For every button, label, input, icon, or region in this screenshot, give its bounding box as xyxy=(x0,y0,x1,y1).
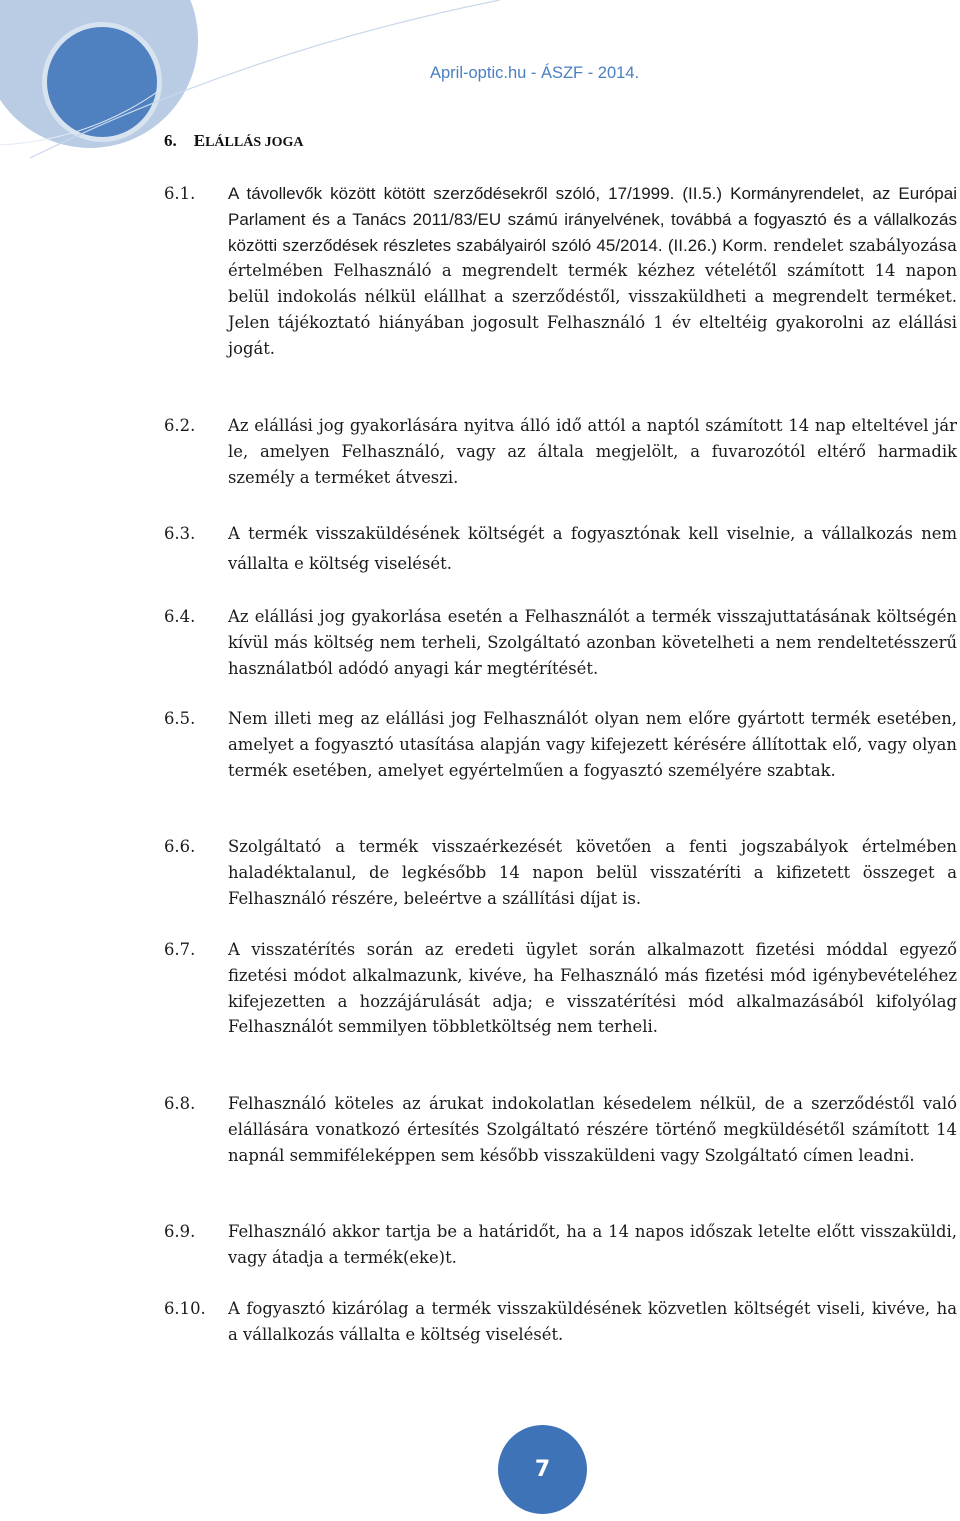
paragraph-number: 6.2. xyxy=(164,416,196,435)
paragraph-number: 6.4. xyxy=(164,607,196,626)
paragraph-number: 6.6. xyxy=(164,837,196,856)
paragraph-6-4 xyxy=(164,604,957,681)
heading-rest: LÁLLÁS JOGA xyxy=(205,135,304,150)
paragraph-6-3 xyxy=(164,519,957,579)
paragraph-text: Nem illeti meg az elállási jog Felhasználót olyan nem előre gyártott termék esetében, amelyet a fogyasztó utasítása alapján vagy kifejezett kérésére állítottak elő, vagy olyan termék esetében, amelyet egyértelműen a fogyasztó személyére szabtak. xyxy=(228,709,957,780)
paragraph-text: Az elállási jog gyakorlására nyitva álló idő attól a naptól számított 14 nap elteltével jár le, amelyen Felhasználó, vagy az általa megjelölt, a fuvarozótól eltérő harmadik személy a terméket átveszi. xyxy=(228,416,957,487)
heading-number: 6. xyxy=(164,131,177,150)
paragraph-6-8 xyxy=(164,1091,957,1168)
paragraph-text: A fogyasztó kizárólag a termék visszaküldésének közvetlen költségét viseli, kivéve, ha a vállalkozás vállalta e költség viselését. xyxy=(228,1299,957,1344)
paragraph-6-6 xyxy=(164,834,957,911)
paragraph-number: 6.3. xyxy=(164,524,196,543)
header-title: April-optic.hu - ÁSZF - 2014. xyxy=(430,64,640,82)
paragraph-number: 6.10. xyxy=(164,1299,206,1318)
page-number-badge: 7 xyxy=(498,1425,587,1514)
paragraph-text-sans: A távollevők között kötött szerződésekről szóló, 17/1999. (II.5.) Kormányrendelet, az Európai Parlament és a Tanács 2011/83/EU számú irányelvének, továbbá a fogyasztó és a vállalkozás közötti szerződések részletes szabályairól szóló 45/2014. (II.26.) Korm. xyxy=(228,184,957,255)
section-heading xyxy=(164,131,304,151)
paragraph-text: A visszatérítés során az eredeti ügylet során alkalmazott fizetési móddal egyező fizetési módot alkalmazunk, kivéve, ha Felhasználó más fizetési mód igénybevételéhez kifejezetten a hozzájárulását adja; e visszatérítési mód alkalmazásából kifolyólag Felhasználót semmilyen többletköltség nem terheli. xyxy=(228,940,957,1037)
paragraph-6-1 xyxy=(164,181,957,362)
paragraph-text: Felhasználó köteles az árukat indokolatlan késedelem nélkül, de a szerződéstől való elállására vonatkozó értesítés Szolgáltató részére történő megküldésétől számított 14 napnál semmiféleképpen sem később visszaküldeni vagy Szolgáltató címen leadni. xyxy=(228,1094,957,1165)
paragraph-text: A termék visszaküldésének költségét a fogyasztónak kell viselnie, a vállalkozás nem vállalta e költség viselését. xyxy=(228,524,957,573)
paragraph-6-7 xyxy=(164,937,957,1040)
paragraph-6-5 xyxy=(164,706,957,783)
paragraph-number: 6.8. xyxy=(164,1094,196,1113)
paragraph-number: 6.7. xyxy=(164,940,196,959)
paragraph-text-serif: rendelet szabályozása értelmében Felhasználó a megrendelt termék kézhez vételétől számított 14 napon belül indokolás nélkül elállhat a szerződéstől, visszaküldheti a megrendelt terméket. Jelen tájékoztató hiányában jogosult Felhasználó 1 év elteltéig gyakorolni az elállási jogát. xyxy=(228,235,957,358)
paragraph-number: 6.1. xyxy=(164,184,196,203)
paragraph-6-2 xyxy=(164,413,957,490)
paragraph-text: Az elállási jog gyakorlása esetén a Felhasználót a termék visszajuttatásának költségén kívül más költség nem terheli, Szolgáltató azonban követelheti a nem rendeltetésszerű használatból adódó anyagi kár megtérítését. xyxy=(228,607,957,678)
paragraph-6-10 xyxy=(164,1296,957,1348)
paragraph-text xyxy=(228,181,957,362)
paragraph-number: 6.5. xyxy=(164,709,196,728)
paragraph-number: 6.9. xyxy=(164,1222,196,1241)
paragraph-6-9 xyxy=(164,1219,957,1271)
paragraph-text: Szolgáltató a termék visszaérkezését követően a fenti jogszabályok értelmében haladéktalanul, de legkésőbb 14 napon belül visszatéríti a kifizetett összeget a Felhasználó részére, beleértve a szállítási díjat is. xyxy=(228,837,957,908)
paragraph-text: Felhasználó akkor tartja be a határidőt, ha a 14 napos időszak letelte előtt visszaküldi, vagy átadja a termék(eke)t. xyxy=(228,1222,957,1267)
heading-first-letter: E xyxy=(193,131,206,150)
